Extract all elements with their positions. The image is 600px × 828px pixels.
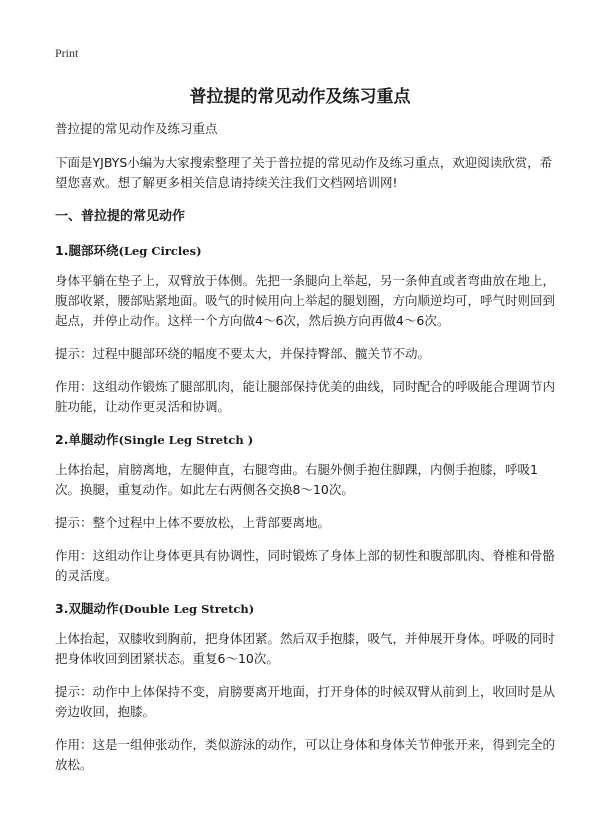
move-description: 身体平躺在垫子上，双臂放于体侧。先把一条腿向上举起，另一条伸直或者弯曲放在地上，腹部收紧，腰部贴紧地面。吸气的时候用向上举起的腿划圈，方向顺逆均可，呼气时则回到起点，并停止动作。这样一个方向做4～6次，然后换方向再做4～6次。 <box>55 273 556 328</box>
move-heading-en: (Double Leg Stretch) <box>118 602 255 616</box>
move-heading-3 <box>55 599 555 619</box>
move-effect: 作用：这组动作让身体更具有协调性，同时锻炼了身体上部的韧性和腹部肌肉、脊椎和骨骼的灵活度。 <box>55 548 556 583</box>
intro-paragraph: 下面是YJBYS小编为大家搜索整理了关于普拉提的常见动作及练习重点，欢迎阅读欣赏，希望您喜欢。想了解更多相关信息请持续关注我们文档网培训网! <box>55 155 553 190</box>
article-subtitle: 普拉提的常见动作及练习重点 <box>55 121 218 136</box>
page-title: 普拉提的常见动作及练习重点 <box>189 87 411 107</box>
move-tip: 提示：整个过程中上体不要放松，上背部要离地。 <box>55 515 331 530</box>
move-effect: 作用：这是一组伸张动作，类似游泳的动作，可以让身体和身体关节伸张开来，得到完全的放松。 <box>55 737 556 772</box>
move-heading-1 <box>55 241 555 261</box>
move-heading-cn: 2.单腿动作 <box>55 432 119 447</box>
move-tip: 提示：动作中上体保持不变，肩膀要离开地面，打开身体的时候双臂从前到上，收回时是从旁边收回，抱膝。 <box>55 684 556 719</box>
move-heading-en: (Single Leg Stretch ) <box>118 433 254 447</box>
article-body <box>55 119 555 788</box>
print-link[interactable]: Print <box>55 46 79 60</box>
move-heading-en: (Leg Circles) <box>118 244 202 258</box>
move-description: 上体抬起，双膝收到胸前，把身体团紧。然后双手抱膝，吸气，并伸展开身体。呼吸的同时把身体收回到团紧状态。重复6～10次。 <box>55 631 556 666</box>
move-description: 上体抬起，肩膀离地，左腿伸直，右腿弯曲。右腿外侧手抱住脚踝，内侧手抱膝，呼吸1次。换腿，重复动作。如此左右两侧各交换8～10次。 <box>55 462 538 497</box>
move-effect: 作用：这组动作锻炼了腿部肌肉，能让腿部保持优美的曲线，同时配合的呼吸能合理调节内脏功能，让动作更灵活和协调。 <box>55 379 556 414</box>
move-heading-2 <box>55 430 555 450</box>
move-tip: 提示：过程中腿部环绕的幅度不要太大，并保持臀部、髋关节不动。 <box>55 346 431 361</box>
section-heading: 一、普拉提的常见动作 <box>55 209 186 224</box>
move-heading-cn: 1.腿部环绕 <box>55 243 119 258</box>
move-heading-cn: 3.双腿动作 <box>55 601 119 616</box>
